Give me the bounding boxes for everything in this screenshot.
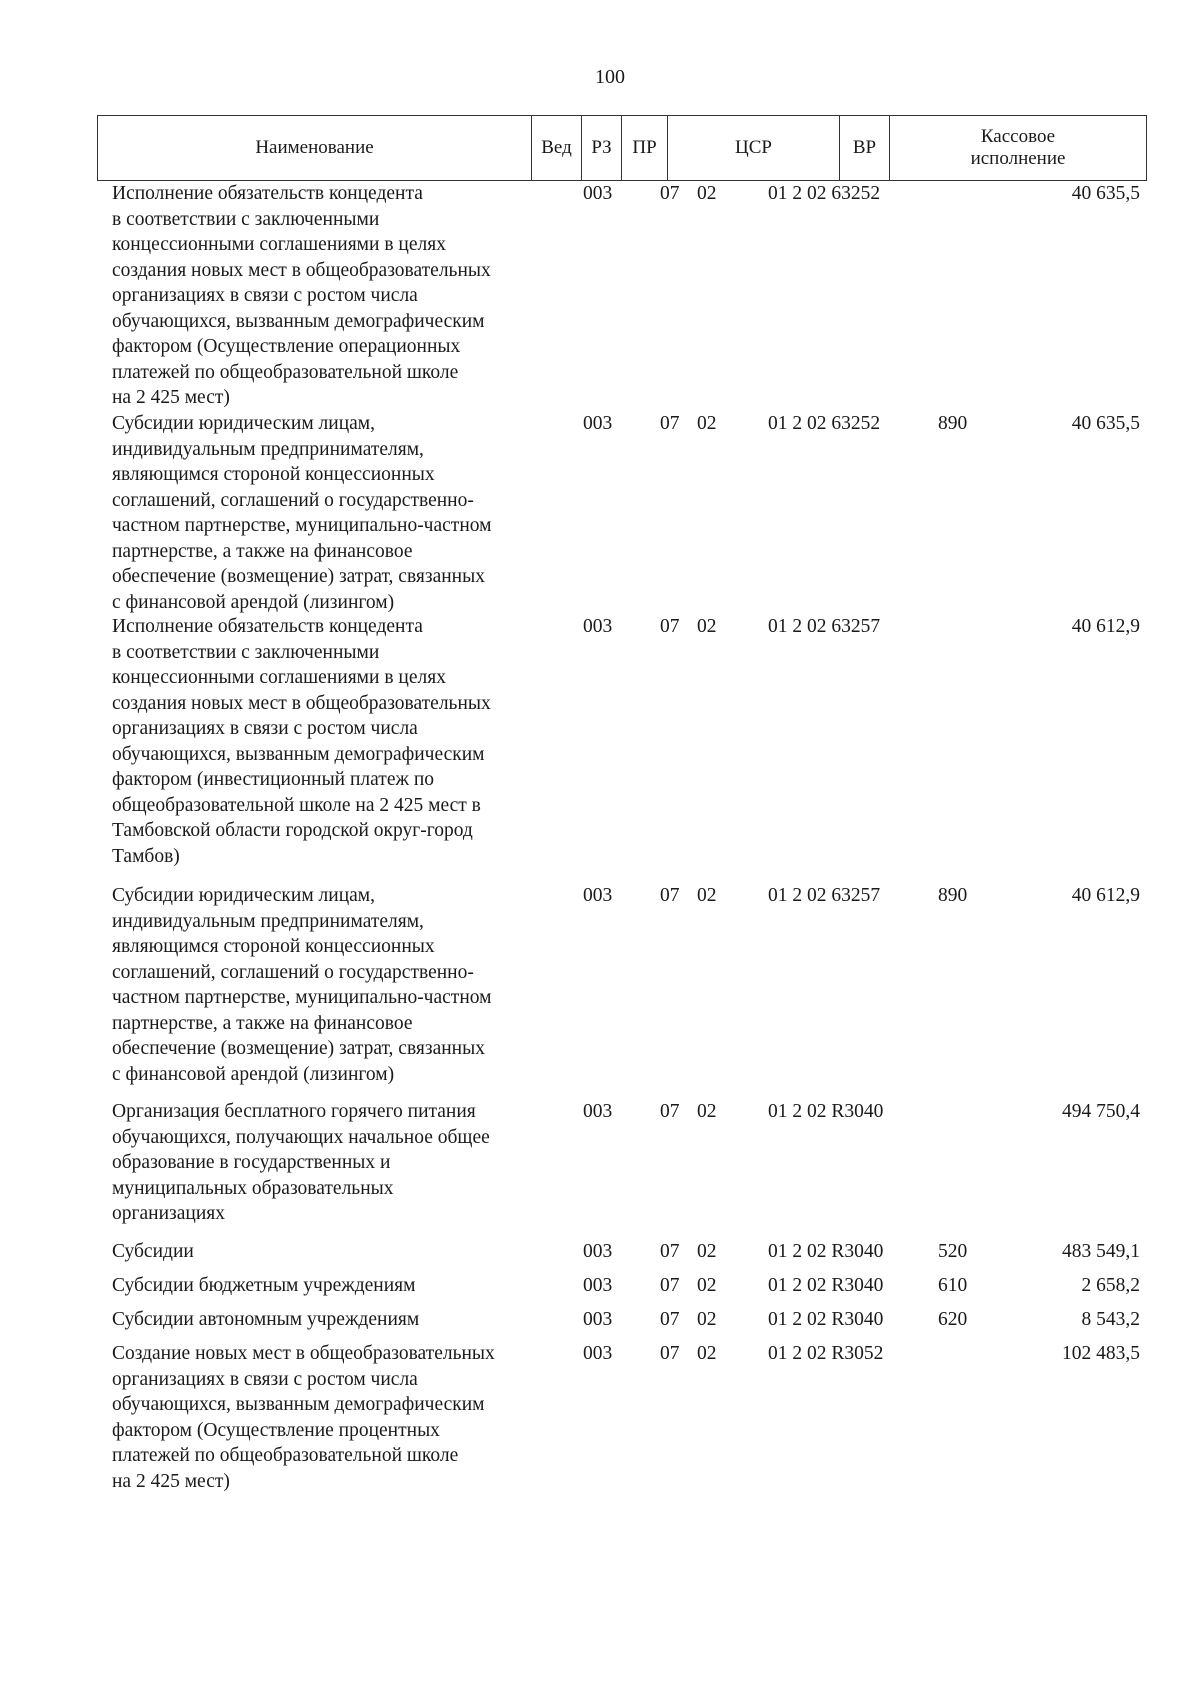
row-ved: 003 <box>583 1275 613 1296</box>
header-amount: Кассовое исполнение <box>970 126 1066 169</box>
row-rz: 07 <box>660 616 680 637</box>
row-pr: 02 <box>697 1309 717 1330</box>
row-amount: 102 483,5 <box>1062 1343 1140 1364</box>
row-csr: 01 2 02 R3040 <box>768 1275 884 1296</box>
row-csr: 01 2 02 63257 <box>768 616 881 637</box>
row-rz: 07 <box>660 183 680 204</box>
row-name: Субсидии юридическим лицам, индивидуальным предпринимателям, являющимся стороной концессионных соглашений, соглашений о государственно- частном партнерстве, муниципально-частном партнерстве, а также на финансовое обеспечение (возмещение) затрат, связанных с финансовой арендой (лизингом) <box>112 413 492 613</box>
row-name: Исполнение обязательств концедента в соответствии с заключенными концессионными соглашениями в целях создания новых мест в общеобразовательных организациях в связи с ростом числа обучающихся, вызванным демографическим фактором (инвестиционный платеж по общеобразовательной школе на 2 425 мест в Тамбовской области городской округ-город Тамбов) <box>112 616 491 867</box>
row-csr: 01 2 02 63252 <box>768 183 881 204</box>
row-amount: 2 658,2 <box>1081 1275 1140 1296</box>
row-vr: 620 <box>938 1309 968 1330</box>
row-rz: 07 <box>660 1343 680 1364</box>
row-name: Субсидии автономным учреждениям <box>112 1309 420 1330</box>
row-ved: 003 <box>583 413 613 434</box>
row-name: Субсидии бюджетным учреждениям <box>112 1275 416 1296</box>
row-rz: 07 <box>660 1309 680 1330</box>
row-amount: 40 635,5 <box>1071 183 1140 204</box>
row-csr: 01 2 02 R3040 <box>768 1241 884 1262</box>
row-ved: 003 <box>583 885 613 906</box>
row-csr: 01 2 02 R3040 <box>768 1309 884 1330</box>
row-rz: 07 <box>660 885 680 906</box>
row-csr: 01 2 02 63257 <box>768 885 881 906</box>
row-pr: 02 <box>697 183 717 204</box>
row-amount: 8 543,2 <box>1081 1309 1140 1330</box>
row-pr: 02 <box>697 1275 717 1296</box>
header-vr: ВР <box>840 116 890 180</box>
row-ved: 003 <box>583 1343 613 1364</box>
row-name: Субсидии <box>112 1241 194 1262</box>
row-name: Организация бесплатного горячего питания обучающихся, получающих начальное общее образование в государственных и муниципальных образовательных организациях <box>112 1101 490 1224</box>
row-pr: 02 <box>697 885 717 906</box>
row-csr: 01 2 02 R3040 <box>768 1101 884 1122</box>
row-name: Субсидии юридическим лицам, индивидуальным предпринимателям, являющимся стороной концессионных соглашений, соглашений о государственно- частном партнерстве, муниципально-частном партнерстве, а также на финансовое обеспечение (возмещение) затрат, связанных с финансовой арендой (лизингом) <box>112 885 492 1085</box>
header-csr: ЦСР <box>668 116 840 180</box>
header-ved: Вед <box>532 116 582 180</box>
row-amount: 40 635,5 <box>1071 413 1140 434</box>
header-name: Наименование <box>98 116 532 180</box>
row-rz: 07 <box>660 1101 680 1122</box>
row-ved: 003 <box>583 183 613 204</box>
row-amount: 40 612,9 <box>1071 885 1140 906</box>
row-pr: 02 <box>697 1101 717 1122</box>
row-vr: 890 <box>938 885 968 906</box>
row-name: Исполнение обязательств концедента в соответствии с заключенными концессионными соглашениями в целях создания новых мест в общеобразовательных организациях в связи с ростом числа обучающихся, вызванным демографическим фактором (Осуществление операционных платежей по общеобразовательной школе на 2 425 мест) <box>112 183 491 408</box>
row-pr: 02 <box>697 1241 717 1262</box>
row-ved: 003 <box>583 1241 613 1262</box>
row-ved: 003 <box>583 1309 613 1330</box>
row-csr: 01 2 02 63252 <box>768 413 881 434</box>
row-amount: 40 612,9 <box>1071 616 1140 637</box>
row-vr: 610 <box>938 1275 968 1296</box>
row-vr: 520 <box>938 1241 968 1262</box>
row-ved: 003 <box>583 616 613 637</box>
row-pr: 02 <box>697 1343 717 1364</box>
row-rz: 07 <box>660 413 680 434</box>
table-header <box>97 115 1147 181</box>
row-rz: 07 <box>660 1275 680 1296</box>
header-rz: РЗ <box>582 116 622 180</box>
row-name: Создание новых мест в общеобразовательных организациях в связи с ростом числа обучающихся, вызванным демографическим фактором (Осуществление процентных платежей по общеобразовательной школе на 2 425 мест) <box>112 1343 495 1492</box>
header-pr: ПР <box>622 116 668 180</box>
row-pr: 02 <box>697 616 717 637</box>
row-amount: 494 750,4 <box>1062 1101 1140 1122</box>
row-csr: 01 2 02 R3052 <box>768 1343 884 1364</box>
row-rz: 07 <box>660 1241 680 1262</box>
row-ved: 003 <box>583 1101 613 1122</box>
row-pr: 02 <box>697 413 717 434</box>
row-vr: 890 <box>938 413 968 434</box>
row-amount: 483 549,1 <box>1062 1241 1140 1262</box>
page-number: 100 <box>595 66 625 88</box>
